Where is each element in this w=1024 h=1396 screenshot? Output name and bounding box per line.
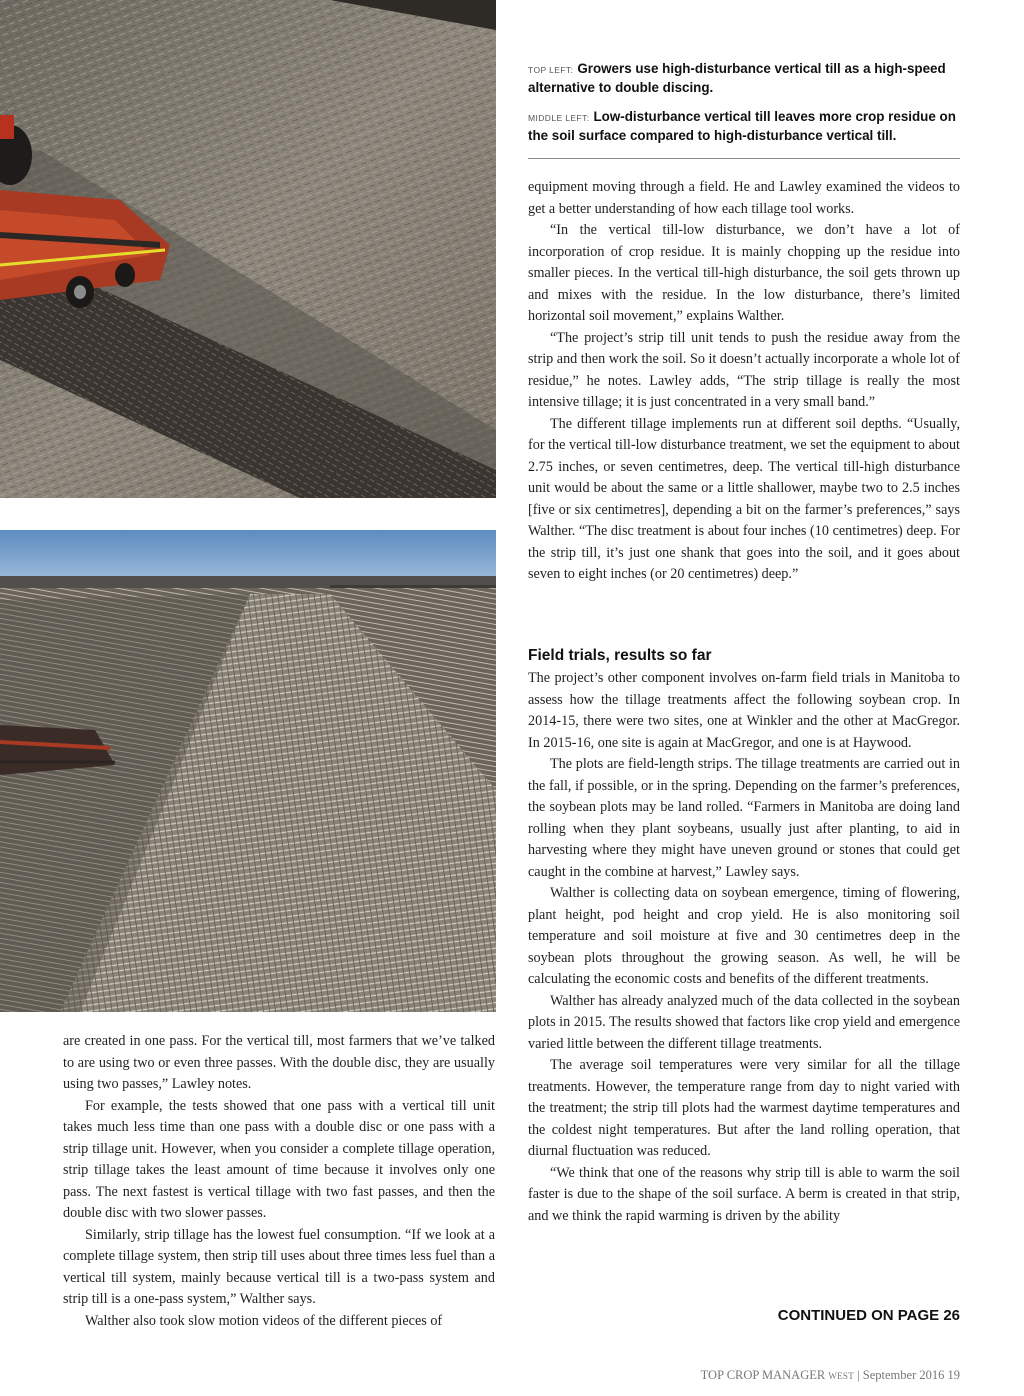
paragraph: “We think that one of the reasons why strip till is able to warm the soil faster is due to the shape of the soil surface. A berm is created in that strip, and we think the rapid warming is driven by the ability xyxy=(528,1164,960,1224)
issue-and-page: | September 2016 19 xyxy=(857,1368,960,1382)
caption-top-left xyxy=(528,60,960,96)
magazine-name: TOP CROP MANAGER xyxy=(700,1368,826,1382)
paragraph: “The project’s strip till unit tends to push the residue away from the strip and then work the soil. So it doesn’t actually incorporate a whole lot of residue,” he notes. Lawley adds, “The strip tillage is really the most intensive tillage; it is just concentrated in a very small band.” xyxy=(528,329,960,410)
magazine-edition: WEST xyxy=(828,1371,855,1381)
paragraph: equipment moving through a field. He and Lawley examined the videos to get a better understanding of how each tillage tool works. xyxy=(528,179,960,217)
section-heading: Field trials, results so far xyxy=(528,647,712,664)
caption-text: Growers use high-disturbance vertical till as a high-speed alternative to double discing. xyxy=(528,61,946,95)
right-column-upper xyxy=(528,177,960,586)
paragraph: Walther also took slow motion videos of the different pieces of xyxy=(85,1312,443,1329)
paragraph: are created in one pass. For the vertical till, most farmers that we’ve talked to are using two or even three passes. With the double disc, they are usually using two passes,” Lawley notes. xyxy=(63,1033,495,1092)
photo-captions xyxy=(528,60,960,156)
caption-label: TOP LEFT: xyxy=(528,65,574,75)
vertical-till-low-disturbance-image xyxy=(0,530,496,1012)
paragraph: The project’s other component involves on-farm field trials in Manitoba to assess how the tillage treatments affect the following soybean crop. In 2014-15, there were two sites, one at Winkler and the other at MacGregor. In 2015-16, one site is again at MacGregor, and one is at Haywood. xyxy=(528,670,960,751)
paragraph: For example, the tests showed that one pass with a vertical till unit takes much less time than one pass with a double disc or one pass with a strip tillage unit. However, when you consider a complete tillage operation, strip tillage takes the least amount of time because it involves only one pass. The next fastest is vertical tillage with two fast passes, and then the double disc with two slower passes. xyxy=(63,1097,495,1221)
paragraph: “In the vertical till-low disturbance, we don’t have a lot of incorporation of crop residue. It is mainly chopping up the residue into smaller pieces. In the vertical till-high disturbance, the soil gets thrown up and mixes with the residue. In the low disturbance, there’s limited horizontal soil movement,” explains Walther. xyxy=(528,222,960,324)
caption-divider xyxy=(528,158,960,159)
paragraph: The plots are field-length strips. The tillage treatments are carried out in the fall, if possible, or in the spring. Depending on the farmer’s preferences, the soybean plots may be land rolled. “Farmers in Manitoba are doing land rolling when they plant soybeans, usually just after planting, to aid in harvesting where they might have uneven ground or stones that could get caught in the combine at harvest,” Lawley says. xyxy=(528,756,960,880)
top-photo xyxy=(0,0,496,498)
caption-middle-left xyxy=(528,108,960,144)
paragraph: The average soil temperatures were very similar for all the tillage treatments. However, the temperature range from day to night varied with the treatment; the strip till plots had the warmest daytime temperatures and the coldest night temperatures. But after the land rolling operation, that diurnal fluctuation was reduced. xyxy=(528,1057,960,1159)
paragraph: The different tillage implements run at different soil depths. “Usually, for the vertical till-low disturbance treatment, we set the equipment to about 2.75 inches, or seven centimetres, deep. The vertical till-high disturbance unit would be about the same or a little shallower, maybe two to 2.5 inches [five or six centimetres], depending a bit on the farmer’s preferences,” says Walther. “The disc treatment is about four inches (10 centimetres) deep. For the strip till, it’s just one shank that goes into the soil, and it goes about seven to eight inches (or 20 centimetres) deep.” xyxy=(528,415,960,582)
paragraph: Similarly, strip tillage has the lowest fuel consumption. “If we look at a complete tillage system, then strip till uses about three times less fuel than a vertical till system, mainly because vertical till is a two-pass system and strip till is a one-pass system,” Walther says. xyxy=(63,1226,495,1307)
paragraph: Walther has already analyzed much of the data collected in the soybean plots in 2015. The results showed that factors like crop yield and emergence varied little between the different tillage treatments. xyxy=(528,992,960,1052)
bottom-photo xyxy=(0,530,496,1012)
left-column xyxy=(63,1031,495,1332)
caption-label: MIDDLE LEFT: xyxy=(528,113,590,123)
page-footer xyxy=(560,1368,960,1383)
vertical-till-high-disturbance-image xyxy=(0,0,496,498)
caption-text: Low-disturbance vertical till leaves more crop residue on the soil surface compared to high-disturbance vertical till. xyxy=(528,109,956,143)
paragraph: Walther is collecting data on soybean emergence, timing of flowering, plant height, pod height and crop yield. He is also monitoring soil temperature and soil moisture at five and 30 centimetres deep in the soybean plots throughout the growing season. As well, he will be calculating the economic costs and benefits of the different treatments. xyxy=(528,885,960,987)
right-column-lower xyxy=(528,668,960,1227)
continued-notice: CONTINUED ON PAGE 26 xyxy=(777,1307,960,1324)
